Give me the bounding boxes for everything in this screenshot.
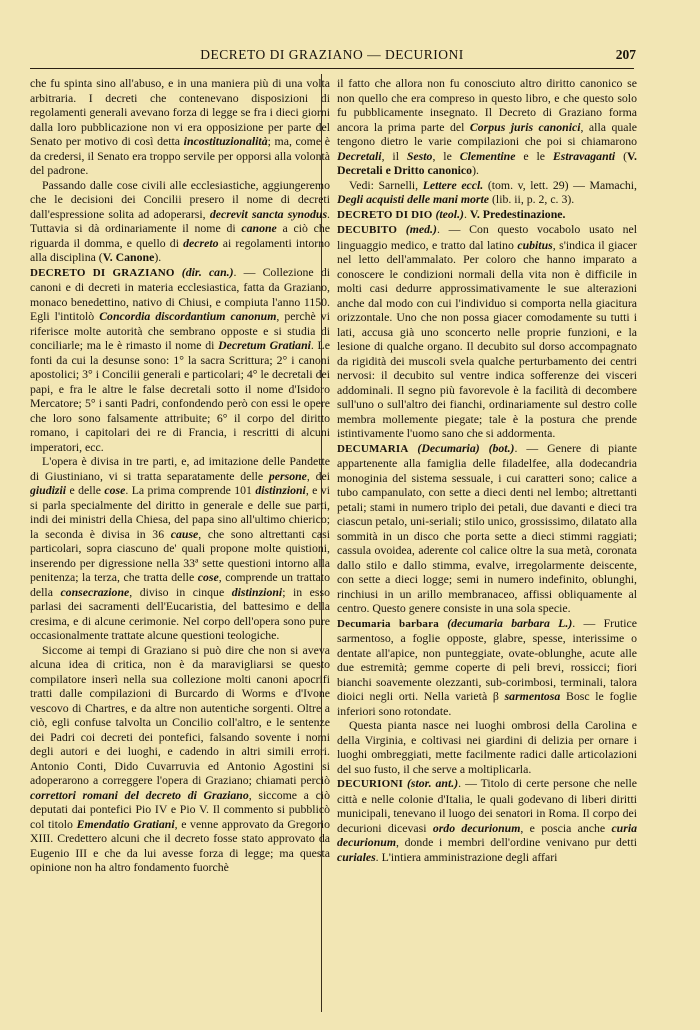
entry-body: . V. Predestinazione. [463,206,566,221]
dictionary-entry [337,441,637,616]
dictionary-entry [337,222,637,441]
paragraph: Vedi: Sarnelli, Lettere eccl. (tom. v, lett. 29) — Mamachi, Degli acquisti delle mani morte (lib. ii, p. 2, c. 3). [337,177,637,206]
dictionary-entry [30,265,330,455]
running-title: DECRETO DI GRAZIANO — DECURIONI [200,47,464,62]
entry-headword: DECUMARIA [337,442,409,455]
page-number: 207 [615,47,636,62]
left-column [30,76,330,1006]
entry-headword: Decumaria barbara [337,617,439,630]
dictionary-entry [337,616,637,719]
paragraph: L'opera è divisa in tre parti, e, ad imitazione delle Pandette di Giustiniano, vi si tratta separatamente delle persone, dei giudizii e delle cose. La prima comprende 101 distinzioni, e vi si parla specialmente del diritto in generale e delle sue parti, indi dei ministri della Chiesa, del papa sino all'ultimo chierico; la seconda è divisa in 36 cause, che sono altrettanti casi particolari, sopra ciascuno de' quali propone molte quistioni, inserendo per digressione nella 33ª sette questioni intorno alla penitenza; la terza, che tratta delle cose, comprende un trattato della consecrazione, diviso in cinque distinzioni; in esso parlasi dei sacramenti dell'Eucaristia, del battesimo e della cresima, e di alcune cerimonie. Nel corpo dell'opera sono pure occasionalmente trattate alcune questioni teologiche. [30,454,330,642]
entry-headword: DECUBITO [337,224,398,236]
entry-body: . — Con questo vocabolo usato nel linguaggio medico, e tratto dal latino cubitus, s'indica il giacer nel letto dell'ammalato. Per coloro che hanno imparato a conoscere le condizioni normali della vita non è difficile in molti casi dedurre approssimativamente le sue alterazioni anche dal modo con cui l'individuo si comporta nella giacitura orizzontale. Uno che non possa giacer comodamente su tutti i lati, accusa già uno sconcerto nelle proprie funzioni, e la lesione di qualche organo. Il decubito sul dorso accompagnato da rigidità dei muscoli svela qualche perturbamento dei centri nervosi: il decubito sul ventre indica sofferenze dei visceri addominali. Il segno più favorevole è la facilità di decombere sull'uno o sull'altro dei fianchi, ordinariamente sul destro colle membra mollemente piegate; tale è la postura che prende istintivamente l'uomo sano che si addormenta. [337,222,637,440]
entry-label: (med.) [397,222,437,236]
entry-label: (teol.) [432,206,464,221]
entry-body: . — Genere di piante appartenente alla famiglia delle filadelfee, alla dodecandria monoginia del sistema sessuale, i cui caratteri sono; calice a tubo campanulato, con sette a dieci denti nel lembo; altrettanti petali; stami in numero triplo dei petali, due davanti e dieci tra ciascun petalo, uni-seriali; stilo unico, grossissimo, dilatato alla sommità in un disco che porta sette a dieci stimmi raggiati; cassula ovoidea, aderente col calice oltre la sua metà, coronata dallo stilo e dallo stimma, evalve, irregolarmente deiscente, con sette a dieci logge; semi in numero indefinito, oblunghi, rinchiusi in un arillo membranaceo, affissi obliquamente al centro. Questo genere consiste in una sola specie. [337,440,637,615]
entry-label: (Decumaria) (bot.) [408,440,515,455]
entry-label: (stor. ant.) [402,776,459,790]
continued-paragraph: il fatto che allora non fu conosciuto altro diritto canonico se non quello che era compreso in questo libro, e che questo solo fu pubblicamente insegnato. Il Decreto di Graziano forma ancora la prima parte del Corpus juris canonici, alla quale tengono dietro le varie compilazioni che poi si chiamarono Decretali, il Sesto, le Clementine e le Estravaganti (V. Decretali e Dritto canonico). [337,76,637,177]
entry-body: . — Frutice sarmentoso, a foglie opposte, glabre, spesse, interissime o dentate all'apice, non punteggiate, ovate-oblunghe, acute alle due estremità; gemme coperte di peli brevi, rossicci; fiori bianchi soavemente olezzanti, sub-corimbosi, terminali, talora dioici negli orti. Nella varietà β sarmentosa Bosc le foglie inferiori sono rotondate. [337,615,637,718]
paragraph: Passando dalle cose civili alle ecclesiastiche, aggiungeremo che le decisioni dei Concilii presero il nome di decreti dall'espressione solita ad adoperarsi, decrevit sancta synodus. Tuttavia si dà ordinariamente il nome di canone a ciò che riguarda il domma, e quello di decreto ai regolamenti intorno alla disciplina (V. Canone). [30,177,330,264]
entry-label: (dir. can.) [174,264,234,279]
dictionary-entry [337,207,637,223]
page-header [30,46,634,69]
entry-headword: DECURIONI [337,778,403,790]
entry-body: . — Collezione di canoni e di decreti in materia ecclesiastica, fatta da Graziano, monaco benedettino, nativo di Chiusi, e compiuta l'anno 1150. Egli l'intitolò Concordia discordantium canonum, perchè vi riferisce molte autorità che sembrano opposte e si studia di conciliarle; ma le è rimasto il nome di Decretum Gratiani. Le fonti da cui la desunse sono: 1° la sacra Scrittura; 2° i canoni apostolici; 3° i Concilii generali e particolari; 4° le decretali dei papi, e fra le altre le false decretali sotto il nome d'Isidoro Mercatore; 5° i santi Padri, confondendo però con essi le opere che loro sono falsamente attribuite; 6° il corpo del diritto romano, i capitolari dei re di Francia, i rescritti di alcuni imperatori, ecc. [30,264,330,454]
paragraph: Questa pianta nasce nei luoghi ombrosi della Carolina e della Virginia, e coltivasi nei giardini di delizia per ornare i luoghi ombreggiati, mette facilmente radici dalle articolazioni del suo fusto, il che serve a moltiplicarla. [337,718,637,776]
right-column [337,76,637,1006]
entry-label: (decumaria barbara L.) [438,615,573,630]
dictionary-entry [337,776,637,864]
entry-body: . — Titolo di certe persone che nelle città e nelle colonie d'Italia, le quali godevano di liberi diritti municipali, tenevano il luogo dei senatori in Roma. Il corpo dei decurioni dicevasi ordo decurionum, e poscia anche curia decurionum, donde i membri dell'ordine venivano pur detti curiales. L'intiera amministrazione degli affari [337,776,637,864]
entry-headword: DECRETO DI GRAZIANO [30,266,175,279]
continued-paragraph: che fu spinta sino all'abuso, e in una maniera più di una volta arbitraria. I decreti che contenevano disposizioni di regolamenti generali avevano forza di legge se fra i dieci giorni dalla loro pubblicazione non vi era opposizione per parte del Senato per motivo di così detta incostituzionalità; ma, come è da credersi, il Senato era troppo servile per opporsi alla volontà del padrone. [30,76,330,177]
paragraph: Siccome ai tempi di Graziano si può dire che non si aveva alcuna idea di critica, non è da maravigliarsi se questo compilatore inserì nella sua collezione molti canoni apocrifi tratti dalle compilazioni di Burcardo di Worms e d'Ivone vescovo di Chartres, e da altre non autentiche sorgenti. Oltre a ciò, egli confuse talvolta un Concilio coll'altro, e le sentenze dei Padri coi decreti dei pontefici, falsando sovente i nomi degli autori e dei luoghi, e cadendo in altri simili errori. Antonio Conti, Dido Cuvarruvia ed Antonio Agostini si adoperarono a correggere l'opera di Graziano; chiamati perciò correttori romani del decreto di Graziano, siccome a ciò deputati dai pontefici Pio IV e Pio V. Il commento si pubblicò col titolo Emendatio Gratiani, e venne approvato da Gregorio XIII. Credettero alcuni che il decreto fosse stato approvato da Eugenio III e che da lui avesse forza di legge; ma questa opinione non ha altro fondamento fuorchè [30,642,330,874]
entry-headword: DECRETO DI DIO [337,208,433,221]
